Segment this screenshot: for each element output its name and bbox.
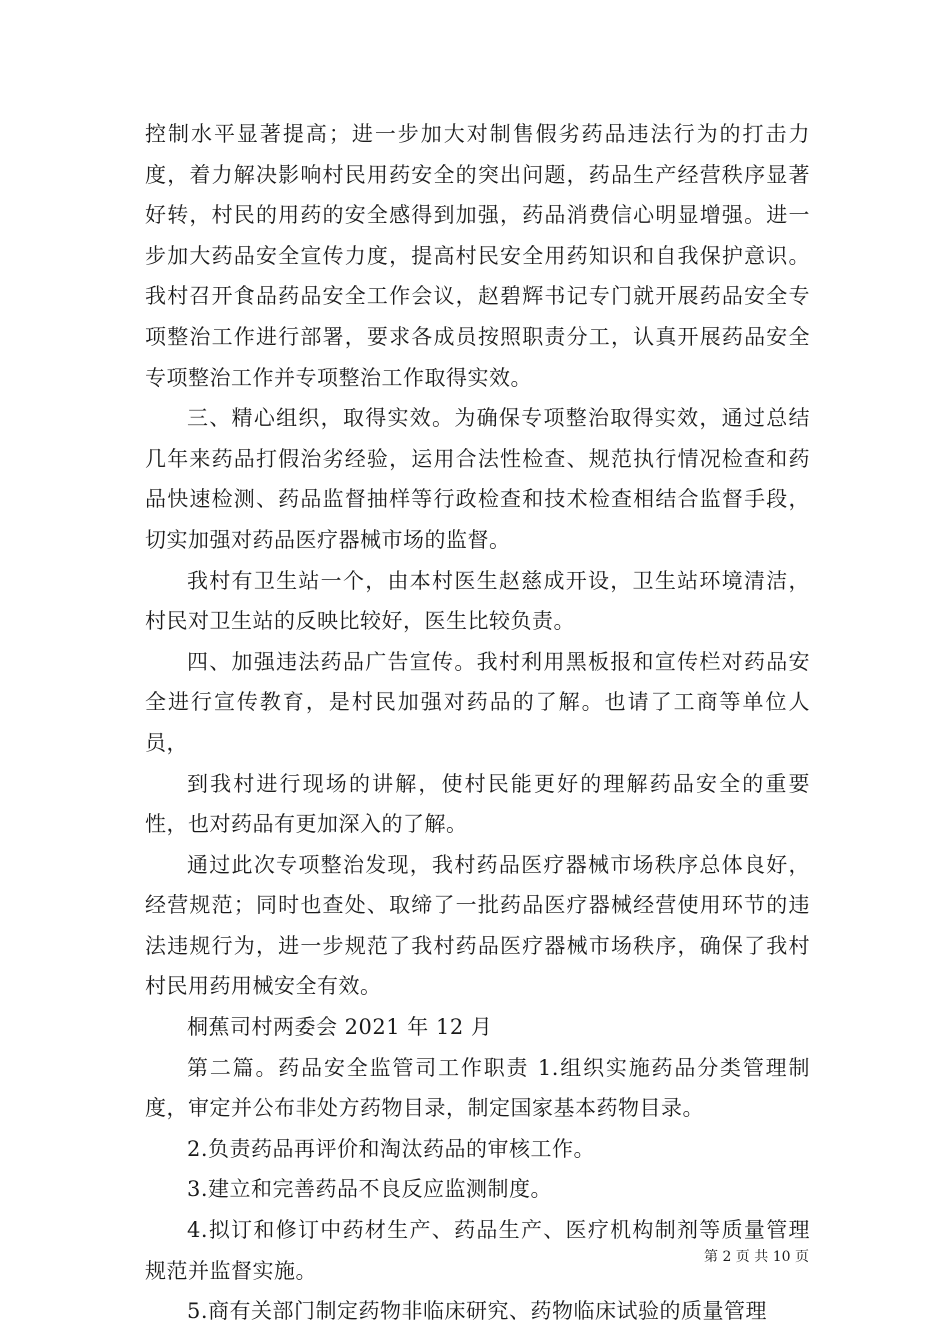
list-item-3: 3.建立和完善药品不良反应监测制度。	[187, 1177, 553, 1202]
paragraph-summary: 通过此次专项整治发现，我村药品医疗器械市场秩序总体良好，经营规范；同时也查处、取缔了一批药品医疗器械经营使用环节的违法违规行为，进一步规范了我村药品医疗器械市场秩序，确保了我村村民用药用械安全有效。	[145, 852, 810, 999]
paragraph-section-three: 三、精心组织，取得实效。为确保专项整治取得实效，通过总结几年来药品打假治劣经验，运用合法性检查、规范执行情况检查和药品快速检测、药品监督抽样等行政检查和技术检查相结合监督手段，切实加强对药品医疗器械市场的监督。	[145, 406, 810, 552]
paragraph-continuation: 控制水平显著提高；进一步加大对制售假劣药品违法行为的打击力度，着力解决影响村民用药安全的突出问题，药品生产经营秩序显著好转，村民的用药的安全感得到加强，药品消费信心明显增强。进一步加大药品安全宣传力度，提高村民安全用药知识和自我保护意识。我村召开食品药品安全工作会议，赵碧辉书记专门就开展药品安全专项整治工作进行部署，要求各成员按照职责分工，认真开展药品安全专项整治工作并专项整治工作取得实效。	[145, 122, 810, 390]
list-item-2: 2.负责药品再评价和淘汰药品的审核工作。	[187, 1136, 596, 1161]
paragraph-health-station: 我村有卫生站一个，由本村医生赵慈成开设，卫生站环境清洁，村民对卫生站的反映比较好，医生比较负责。	[145, 568, 810, 634]
list-item-4: 4.拟订和修订中药材生产、药品生产、医疗机构制剂等质量管理规范并监督实施。	[145, 1218, 810, 1283]
paragraph-part-two: 第二篇。药品安全监管司工作职责 1.组织实施药品分类管理制度，审定并公布非处方药物目录，制定国家基本药物目录。	[145, 1055, 810, 1121]
document-body	[145, 114, 810, 1332]
list-item-5: 5.商有关部门制定药物非临床研究、药物临床试验的质量管理	[187, 1299, 768, 1324]
page-number-footer: 第 2 页 共 10 页	[704, 1249, 809, 1265]
paragraph-signature: 桐蕉司村两委会 2021 年 12 月	[187, 1015, 493, 1040]
paragraph-lecture: 到我村进行现场的讲解，使村民能更好的理解药品安全的重要性，也对药品有更加深入的了解。	[145, 771, 810, 837]
paragraph-section-four: 四、加强违法药品广告宣传。我村利用黑板报和宣传栏对药品安全进行宣传教育，是村民加强对药品的了解。也请了工商等单位人员，	[145, 649, 810, 755]
